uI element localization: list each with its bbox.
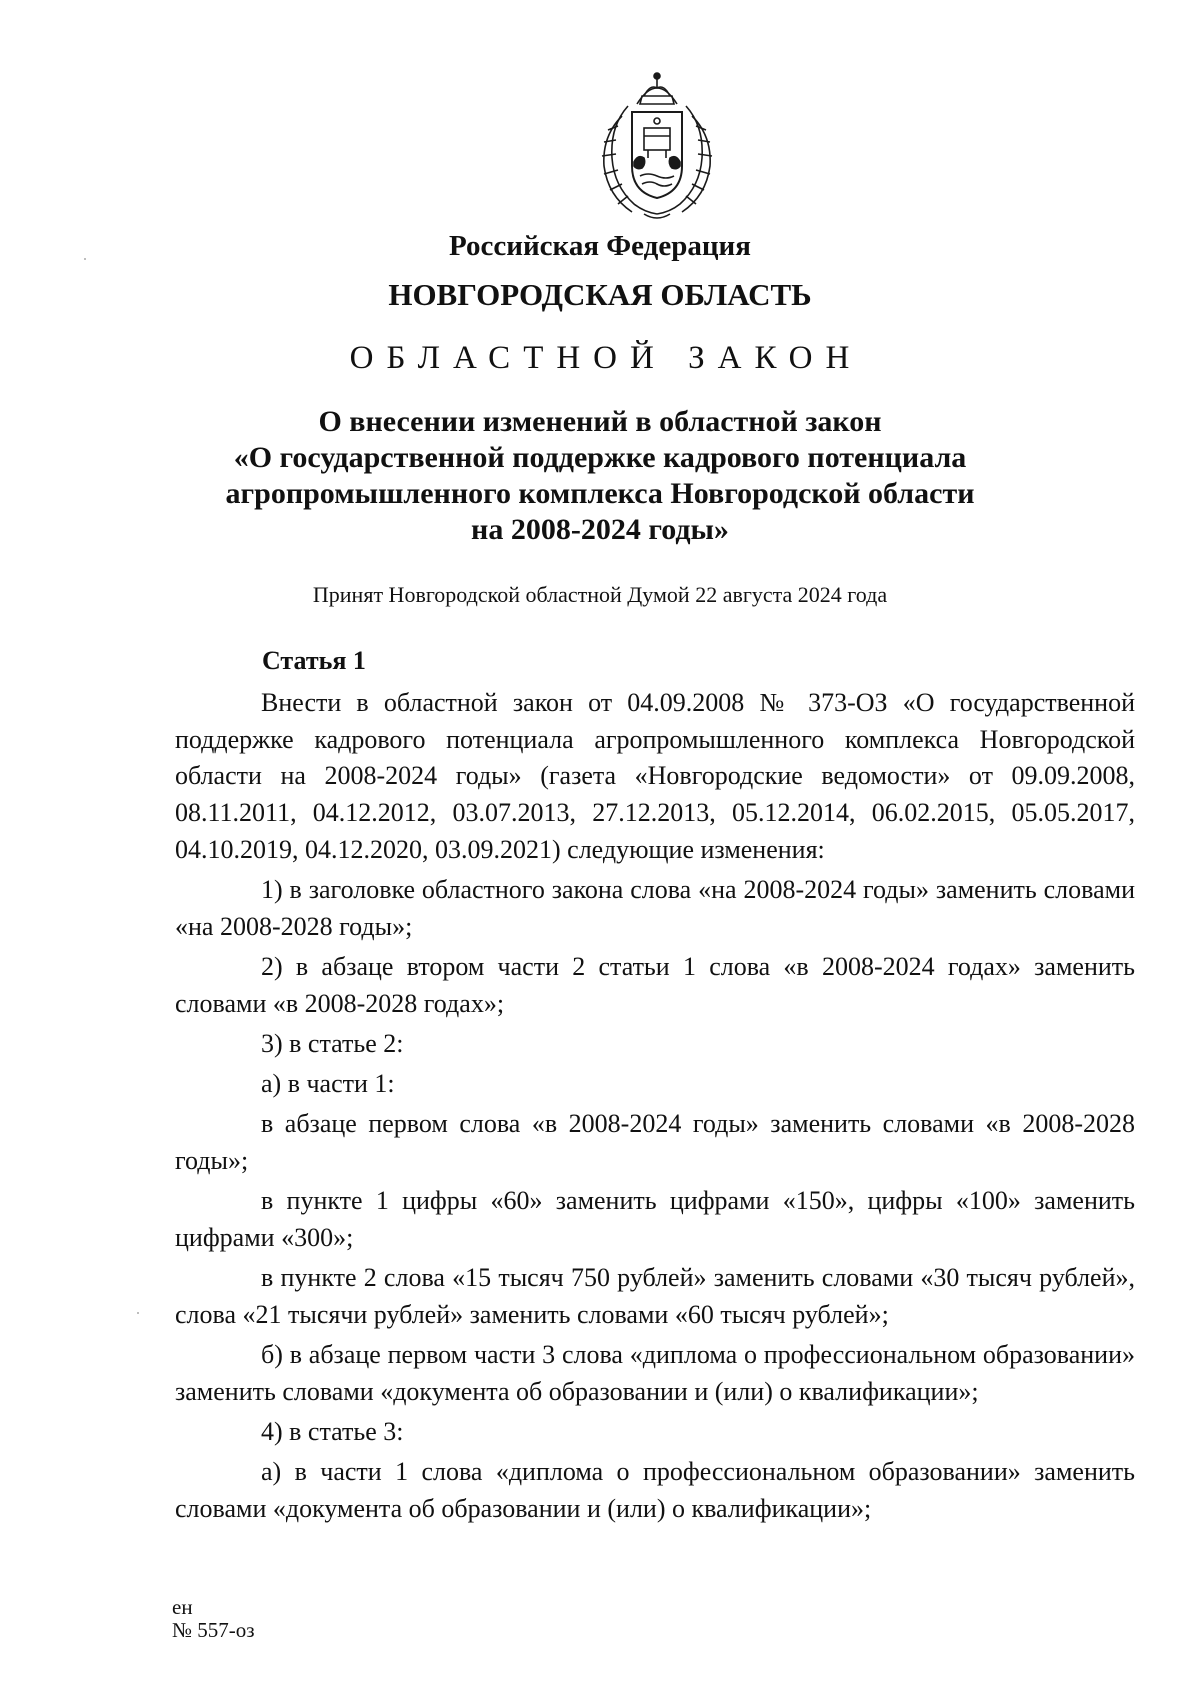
article-paragraph: 4) в статье 3: xyxy=(261,1416,404,1446)
article-paragraph: в пункте 1 цифры «60» заменить цифрами «150», цифры «100» заменить цифрами «300»; xyxy=(175,1186,1135,1252)
law-title-line: О внесении изменений в областной закон xyxy=(318,405,882,438)
country-heading: Российская Федерация xyxy=(449,230,751,262)
scan-speck xyxy=(84,258,86,260)
article-paragraph: а) в части 1: xyxy=(261,1069,395,1099)
region-heading: НОВГОРОДСКАЯ ОБЛАСТЬ xyxy=(388,277,812,312)
article-paragraph: б) в абзаце первом части 3 слова «диплома о профессиональном образовании» заменить словами «документа об образовании и (или) о квалификации»; xyxy=(175,1339,1135,1406)
article-paragraph: 2) в абзаце втором части 2 статьи 1 слова «в 2008-2024 годах» заменить словами «в 2008-2028 годах»; xyxy=(175,951,1135,1018)
document-footer xyxy=(172,1596,255,1642)
article-heading: Статья 1 xyxy=(262,646,366,675)
coat-of-arms-icon xyxy=(582,66,732,224)
article-paragraph: 3) в статье 2: xyxy=(261,1028,404,1058)
scan-speck xyxy=(137,1312,139,1314)
article-paragraph: 1) в заголовке областного закона слова «на 2008-2024 годы» заменить словами «на 2008-2028 годы»; xyxy=(175,875,1135,941)
footer-number: № 557-оз xyxy=(172,1618,255,1642)
footer-initials: ен xyxy=(172,1595,193,1619)
article-paragraph: Внести в областной закон от 04.09.2008 № 373-ОЗ «О государственной поддержке кадрового потенциала агропромышленного комплекса Новгородской области на 2008-2024 годы» (газета «Новгородские ведомости» от 09.09.2008, 08.11.2011, 04.12.2012, 03.07.2013, 27.12.2013, 05.12.2014, 06.02.2015, 05.05.2017, 04.10.2019, 04.12.2020, 03.09.2021) следующие изменения: xyxy=(175,688,1135,864)
law-title-line: агропромышленного комплекса Новгородской области xyxy=(225,477,975,510)
adoption-note: Принят Новгородской областной Думой 22 августа 2024 года xyxy=(312,582,888,607)
article-paragraph: в абзаце первом слова «в 2008-2024 годы» заменить словами «в 2008-2028 годы»; xyxy=(175,1109,1135,1175)
article-body xyxy=(175,685,1135,1527)
document-type-heading: ОБЛАСТНОЙ ЗАКОН xyxy=(349,340,863,376)
law-title xyxy=(0,404,1200,548)
article-paragraph: а) в части 1 слова «диплома о профессиональном образовании» заменить словами «документа об образовании и (или) о квалификации»; xyxy=(175,1457,1135,1523)
law-title-line: «О государственной поддержке кадрового потенциала xyxy=(233,441,967,474)
article-paragraph: в пункте 2 слова «15 тысяч 750 рублей» заменить словами «30 тысяч рублей», слова «21 тысячи рублей» заменить словами «60 тысяч рублей»; xyxy=(175,1263,1135,1329)
law-title-line: на 2008-2024 годы» xyxy=(471,513,729,546)
